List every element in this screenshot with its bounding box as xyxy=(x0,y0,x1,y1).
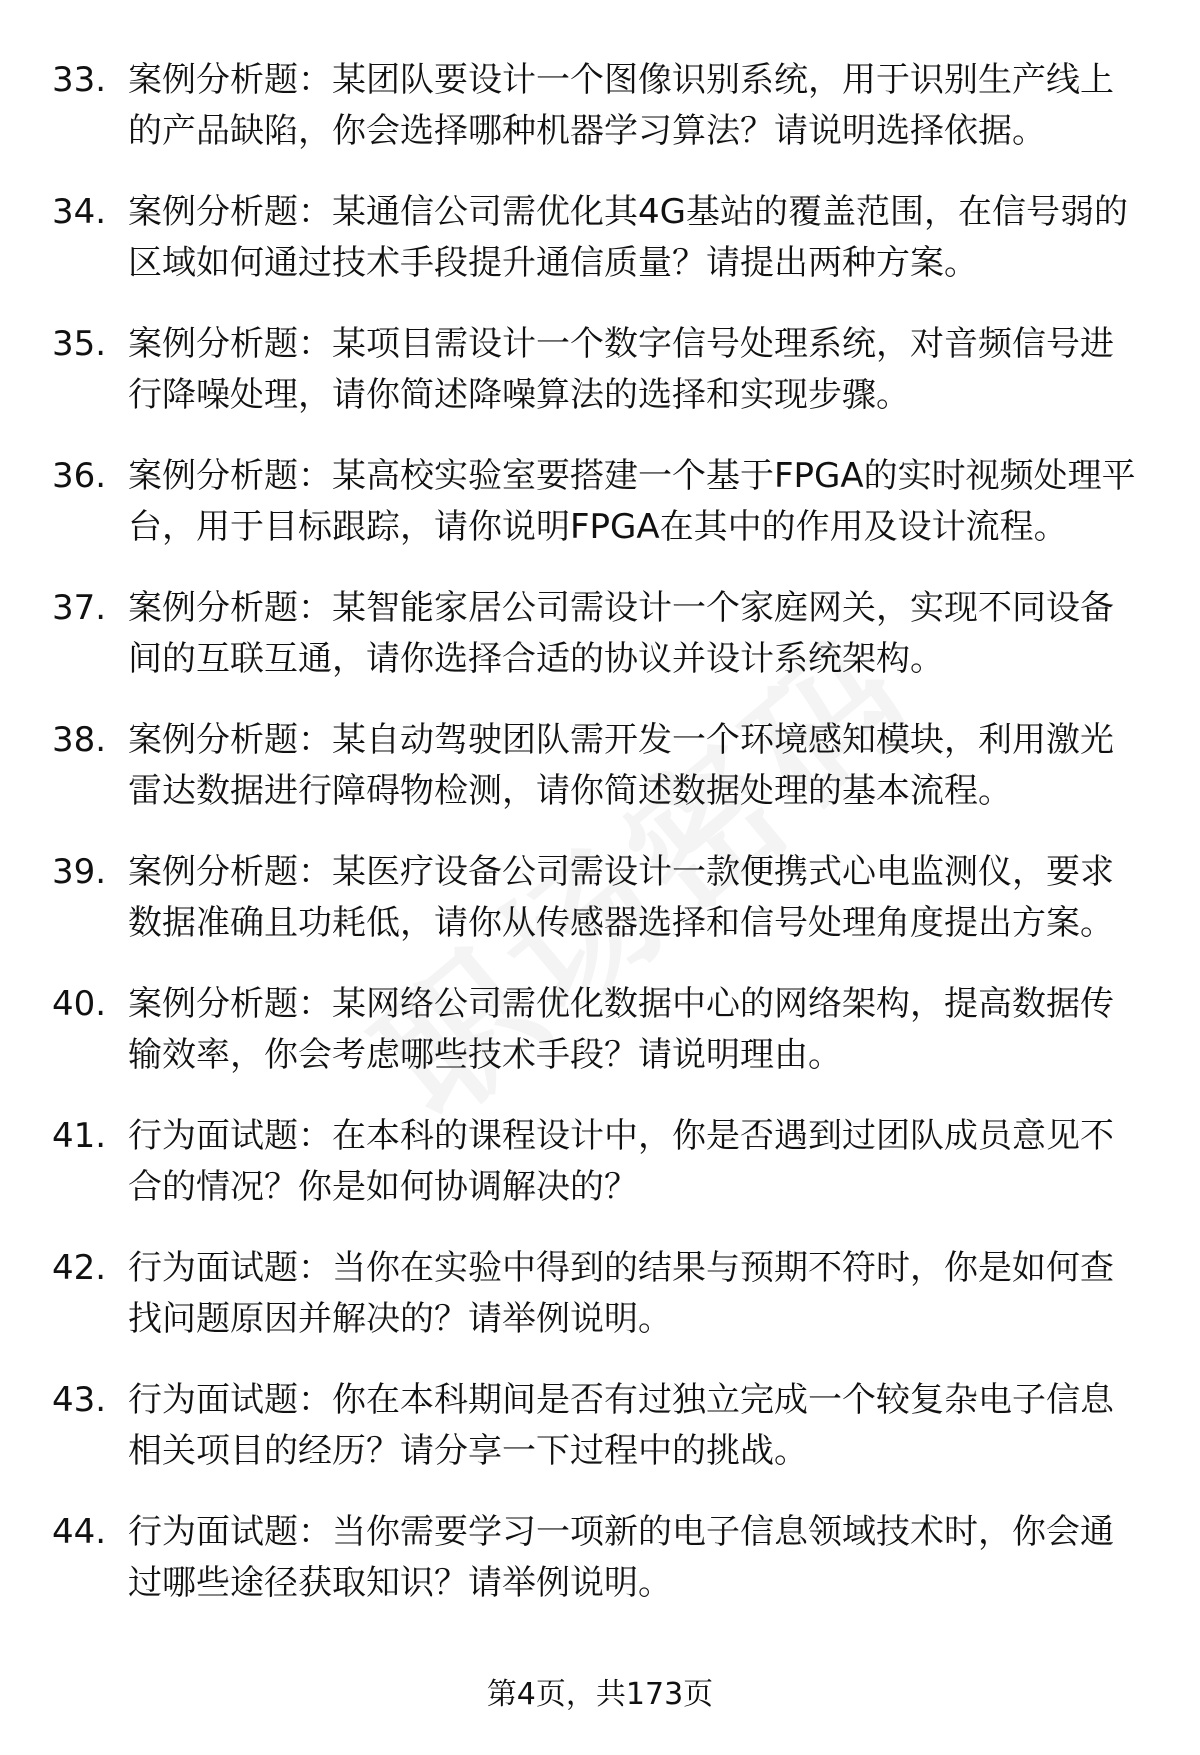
question-item xyxy=(0,715,1200,817)
question-text: 案例分析题：某网络公司需优化数据中心的网络架构，提高数据传输效率，你会考虑哪些技术手段？请说明理由。 xyxy=(128,984,1114,1075)
question-text: 案例分析题：某高校实验室要搭建一个基于FPGA的实时视频处理平台，用于目标跟踪，请你说明FPGA在其中的作用及设计流程。 xyxy=(128,456,1136,547)
question-number: 42. xyxy=(52,1248,107,1288)
question-number: 37. xyxy=(52,588,107,628)
page-footer: 第4页，共173页 xyxy=(486,1677,714,1712)
question-item xyxy=(0,1375,1200,1477)
question-text: 行为面试题：你在本科期间是否有过独立完成一个较复杂电子信息相关项目的经历？请分享一下过程中的挑战。 xyxy=(128,1380,1114,1471)
question-text: 行为面试题：当你在实验中得到的结果与预期不符时，你是如何查找问题原因并解决的？请举例说明。 xyxy=(128,1248,1114,1339)
question-text: 案例分析题：某智能家居公司需设计一个家庭网关，实现不同设备间的互联互通，请你选择合适的协议并设计系统架构。 xyxy=(128,588,1114,679)
question-number: 39. xyxy=(52,852,107,892)
question-text: 行为面试题：在本科的课程设计中，你是否遇到过团队成员意见不合的情况？你是如何协调解决的？ xyxy=(128,1116,1114,1207)
question-item xyxy=(0,1243,1200,1345)
question-text: 案例分析题：某团队要设计一个图像识别系统，用于识别生产线上的产品缺陷，你会选择哪种机器学习算法？请说明选择依据。 xyxy=(128,60,1114,151)
question-item xyxy=(0,979,1200,1081)
question-item xyxy=(0,319,1200,421)
question-number: 35. xyxy=(52,324,107,364)
question-number: 40. xyxy=(52,984,107,1024)
question-item xyxy=(0,1111,1200,1213)
question-number: 41. xyxy=(52,1116,107,1156)
question-number: 38. xyxy=(52,720,107,760)
question-number: 36. xyxy=(52,456,107,496)
question-number: 43. xyxy=(52,1380,107,1420)
question-text: 案例分析题：某通信公司需优化其4G基站的覆盖范围，在信号弱的区域如何通过技术手段提升通信质量？请提出两种方案。 xyxy=(128,192,1128,283)
question-item xyxy=(0,187,1200,289)
question-number: 33. xyxy=(52,60,107,100)
question-item xyxy=(0,451,1200,553)
question-text: 案例分析题：某自动驾驶团队需开发一个环境感知模块，利用激光雷达数据进行障碍物检测，请你简述数据处理的基本流程。 xyxy=(128,720,1114,811)
question-list xyxy=(0,55,1200,1639)
question-item xyxy=(0,583,1200,685)
question-text: 案例分析题：某医疗设备公司需设计一款便携式心电监测仪，要求数据准确且功耗低，请你从传感器选择和信号处理角度提出方案。 xyxy=(128,852,1114,943)
question-text: 行为面试题：当你需要学习一项新的电子信息领域技术时，你会通过哪些途径获取知识？请举例说明。 xyxy=(128,1512,1114,1603)
question-item xyxy=(0,55,1200,157)
question-text: 案例分析题：某项目需设计一个数字信号处理系统，对音频信号进行降噪处理，请你简述降噪算法的选择和实现步骤。 xyxy=(128,324,1114,415)
question-number: 34. xyxy=(52,192,107,232)
question-item xyxy=(0,1507,1200,1609)
question-item xyxy=(0,847,1200,949)
question-number: 44. xyxy=(52,1512,107,1552)
